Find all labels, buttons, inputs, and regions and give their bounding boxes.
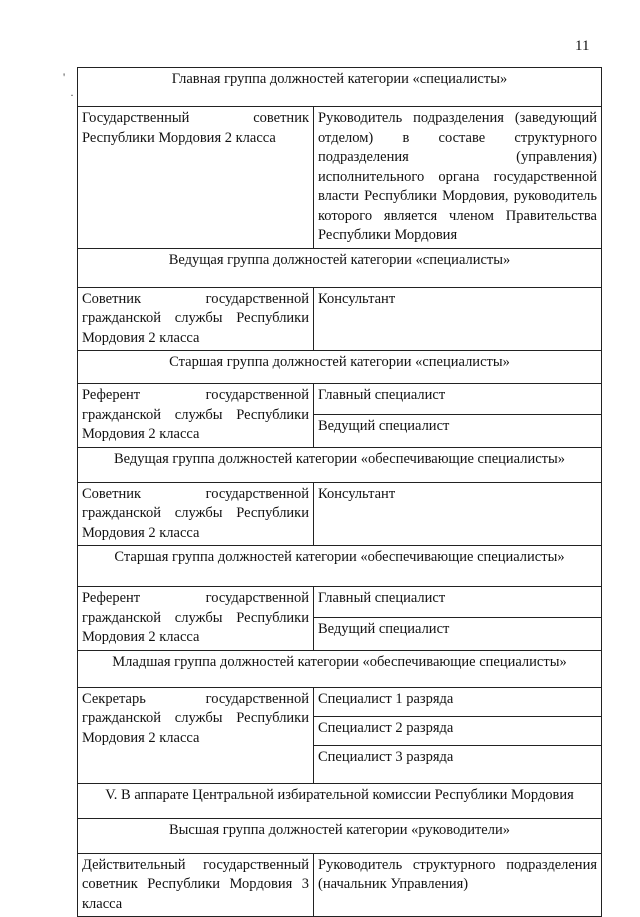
position-cell: Главный специалист <box>314 587 602 618</box>
group-header: Старшая группа должностей категории «обеспечивающие специалисты» <box>78 546 602 587</box>
position-cell: Ведущий специалист <box>314 414 602 447</box>
class-rank-cell: Референт государственной гражданской службы Республики Мордовия 2 класса <box>78 587 314 651</box>
class-rank-cell: Советник государственной гражданской службы Республики Мордовия 2 класса <box>78 482 314 546</box>
group-header: Старшая группа должностей категории «специалисты» <box>78 351 602 384</box>
group-header: Младшая группа должностей категории «обеспечивающие специалисты» <box>78 650 602 687</box>
position-cell: Консультант <box>314 482 602 546</box>
position-cell: Руководитель подразделения (заведующий отделом) в составе структурного подразделения (управления) исполнительного органа государственной власти Республики Мордовия, руководитель которого является членом Правительства Республики Мордовия <box>314 107 602 249</box>
position-cell: Главный специалист <box>314 384 602 415</box>
position-cell: Специалист 2 разряда <box>314 716 602 745</box>
page-number: 11 <box>575 38 590 54</box>
group-header: Ведущая группа должностей категории «обеспечивающие специалисты» <box>78 447 602 482</box>
class-rank-cell: Советник государственной гражданской службы Республики Мордовия 2 класса <box>78 287 314 351</box>
group-header: Главная группа должностей категории «специалисты» <box>78 68 602 107</box>
scan-mark: ' <box>63 70 66 84</box>
position-cell: Специалист 1 разряда <box>314 687 602 716</box>
position-cell: Ведущий специалист <box>314 617 602 650</box>
class-rank-cell: Секретарь государственной гражданской службы Республики Мордовия 2 класса <box>78 687 314 783</box>
class-rank-cell: Референт государственной гражданской службы Республики Мордовия 2 класса <box>78 384 314 448</box>
position-cell: Специалист 3 разряда <box>314 745 602 783</box>
class-rank-cell: Действительный государственный советник Республики Мордовия 3 класса <box>78 853 314 917</box>
position-cell: Консультант <box>314 287 602 351</box>
section-heading: V. В аппарате Центральной избирательной комиссии Республики Мордовия <box>78 783 602 818</box>
position-cell: Руководитель структурного подразделения (начальник Управления) <box>314 853 602 917</box>
group-header: Ведущая группа должностей категории «специалисты» <box>78 248 602 287</box>
class-rank-cell: Государственный советник Республики Мордовия 2 класса <box>78 107 314 249</box>
positions-table <box>77 67 602 917</box>
scan-mark: · <box>70 88 74 102</box>
group-header: Высшая группа должностей категории «руководители» <box>78 818 602 853</box>
